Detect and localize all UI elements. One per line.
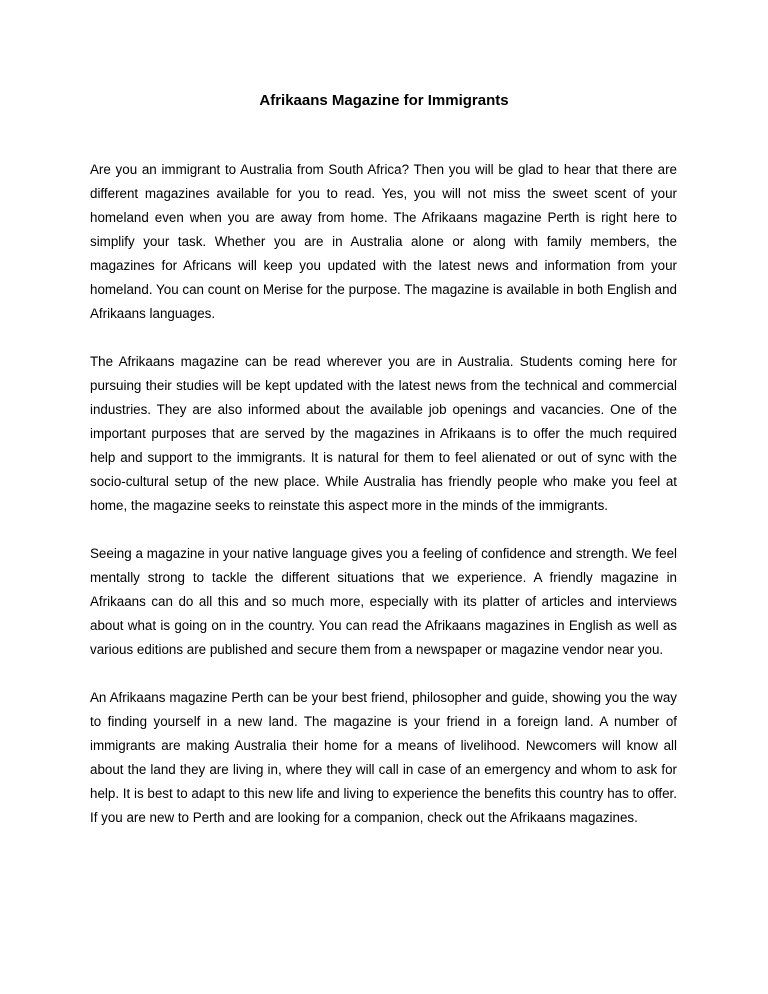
paragraph-2: The Afrikaans magazine can be read wherever you are in Australia. Students coming here for pursuing their studies will be kept updated with the latest news from the technical and commercial industries. They are also informed about the available job openings and vacancies. One of the important purposes that are served by the magazines in Afrikaans is to offer the much required help and support to the immigrants. It is natural for them to feel alienated or out of sync with the socio-cultural setup of the new place. While Australia has friendly people who make you feel at home, the magazine seeks to reinstate this aspect more in the minds of the immigrants. bbox=[90, 354, 677, 513]
page-title: Afrikaans Magazine for Immigrants bbox=[259, 92, 509, 109]
paragraph-3: Seeing a magazine in your native language gives you a feeling of confidence and strength. We feel mentally strong to tackle the different situations that we experience. A friendly magazine in Afrikaans can do all this and so much more, especially with its platter of articles and interviews about what is going on in the country. You can read the Afrikaans magazines in English as well as various editions are published and secure them from a newspaper or magazine vendor near you. bbox=[90, 546, 677, 657]
paragraph-4: An Afrikaans magazine Perth can be your best friend, philosopher and guide, showing you the way to finding yourself in a new land. The magazine is your friend in a foreign land. A number of immigrants are making Australia their home for a means of livelihood. Newcomers will know all about the land they are living in, where they will call in case of an emergency and whom to ask for help. It is best to adapt to this new life and living to experience the benefits this country has to offer. If you are new to Perth and are looking for a companion, check out the Afrikaans magazines. bbox=[90, 690, 677, 825]
paragraph-1: Are you an immigrant to Australia from South Africa? Then you will be glad to hear that there are different magazines available for you to read. Yes, you will not miss the sweet scent of your homeland even when you are away from home. The Afrikaans magazine Perth is right here to simplify your task. Whether you are in Australia alone or along with family members, the magazines for Africans will keep you updated with the latest news and information from your homeland. You can count on Merise for the purpose. The magazine is available in both English and Afrikaans languages. bbox=[90, 162, 677, 321]
document-body bbox=[90, 158, 677, 854]
